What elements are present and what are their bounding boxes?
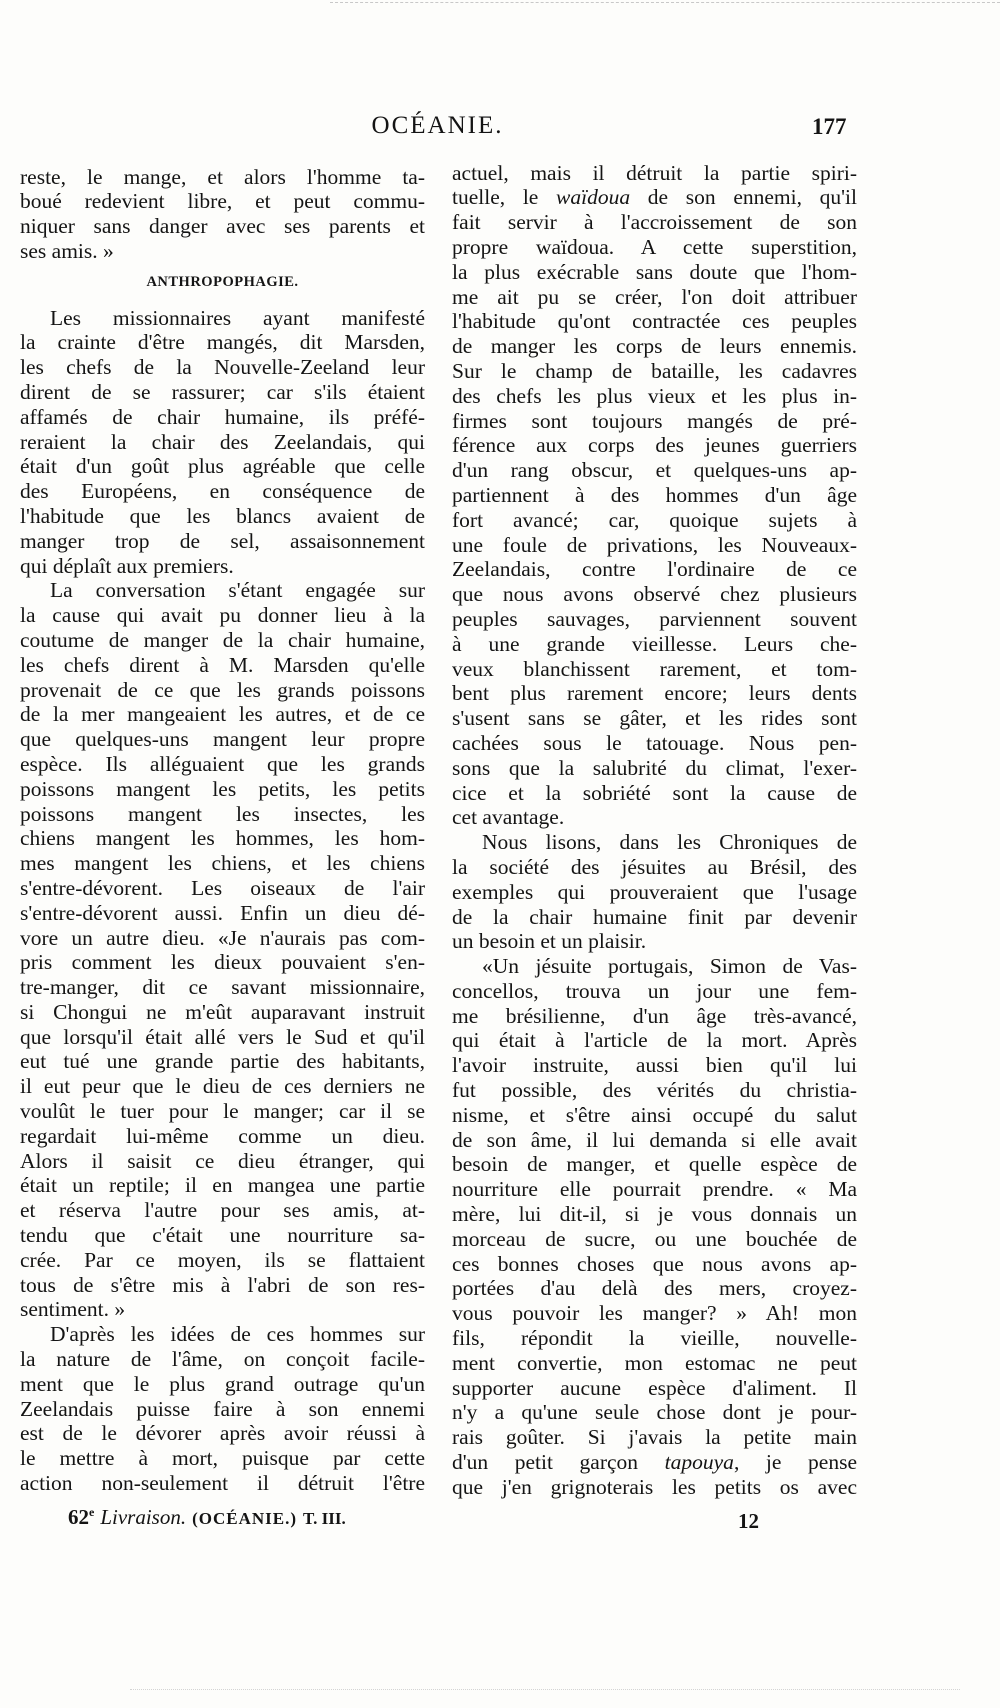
text-line: fils, répondit la vieille, nouvelle- [452,1326,857,1351]
text-line: sons que la salubrité du climat, l'exer- [452,755,857,780]
scan-edge-bottom [130,1689,960,1690]
text-line: Nous lisons, dans les Chroniques de [482,830,857,855]
text-line: l'habitude qu'ont contractée ces peuples [452,309,857,334]
text-line: coutume de manger de la chair humaine, [20,627,425,652]
text-line: cice et la sobriété sont la cause de [452,780,857,805]
text-line: et réserva l'autre pour ses amis, at- [20,1198,425,1223]
text-line: manger trop de sel, assaisonnement [20,528,425,553]
text-line: d'un rang obscur, et quelques-uns ap- [452,458,857,483]
text-line: tendu que c'était une nourriture sa- [20,1223,425,1248]
text-line: était un reptile; il en mangea une partie [20,1173,425,1198]
tome-label: T. III. [303,1509,346,1528]
text-line: cet avantage. [452,805,565,830]
text-line: sentiment. » [20,1297,126,1322]
text-line: de son âme, il lui demanda si elle avait [452,1127,857,1152]
paragraph [20,306,425,579]
text-line: mère, lui dit-il, si je vous donnais un [452,1202,857,1227]
right-column [452,161,857,1500]
paragraph [20,578,425,1322]
text-line: dirent de se rassurer; car s'ils étaient [20,379,425,404]
text-line: voulût le tuer pour le manger; car il se [20,1099,425,1124]
text-line: les chefs dirent à M. Marsden qu'elle [20,652,425,677]
text-line: peuples sauvages, parviennent souvent [452,606,857,631]
text-line: la crainte d'être mangés, dit Marsden, [20,330,425,355]
text-line: une foule de privations, les Nouveaux- [452,532,857,557]
text-line: propre waïdoua. A cette superstition, [452,234,857,259]
left-column [20,165,425,1496]
text-line: espèce. Ils alléguaient que les grands [20,751,425,776]
text-line: boué redevient libre, et peut commu- [20,189,425,214]
text-line: crée. Par ce moyen, ils se flattaient [20,1247,425,1272]
text-line: s'entre-dévorent. Les oiseaux de l'air [20,875,425,900]
text-line: tous de s'être mis à l'abri de son res- [20,1272,425,1297]
livraison-label: Livraison. [100,1505,187,1529]
text-line: tre-manger, dit ce savant missionnaire, [20,975,425,1000]
text-line [452,1450,857,1475]
text-line: les chefs de la Nouvelle-Zeeland leur [20,355,425,380]
text-line: firmes sont toujours mangés de pré- [452,408,857,433]
text-line: ces bonnes choses que nous avons ap- [452,1251,857,1276]
text-line: poissons mangent les petits, les petits [20,776,425,801]
text-line: s'usent sans se gâter, et les rides sont [452,706,857,731]
text-line: à une grande vieillesse. Leurs che- [452,631,857,656]
text-line: portées d'au delà des mers, croyez- [452,1276,857,1301]
text-line: ment convertie, mon estomac ne peut [452,1350,857,1375]
text-line: supporter aucune espèce d'aliment. Il [452,1375,857,1400]
text-line: que quelques-uns mangent leur propre [20,727,425,752]
text-line: fait servir à l'accroissement de son [452,210,857,235]
text-line: que j'en grignoterais les petits os avec [452,1474,857,1499]
page-number: 177 [812,114,847,139]
footer-signature-line [68,1505,346,1530]
text-line: est de le dévorer après avoir réussi à [20,1421,425,1446]
text-line: bent plus rarement encore; leurs dents [452,681,857,706]
text-line: nisme, et s'être ainsi occupé du salut [452,1102,857,1127]
paragraph [20,165,425,264]
text-segment: de son ennemi, qu'il [630,185,857,210]
text-line: qui était à l'article de la mort. Après [452,1028,857,1053]
text-segment: tuelle, le [452,185,557,210]
text-line: n'y a qu'une seule chose dont je pour- [452,1400,857,1425]
text-line: la société des jésuites au Brésil, des [452,854,857,879]
text-line: reste, le mange, et alors l'homme ta- [20,164,425,189]
text-line: «Un jésuite portugais, Simon de Vas- [482,954,857,979]
text-line: ment que le plus grand outrage qu'un [20,1371,425,1396]
text-line: cachées sous le tatouage. Nous pen- [452,730,857,755]
livraison-number: 62 [68,1505,89,1529]
text-line: que nous avons observé chez plusieurs [452,582,857,607]
italic-term: waïdoua [556,185,631,210]
text-line: ses amis. » [20,238,114,263]
text-line: férence aux corps des jeunes guerriers [452,433,857,458]
text-line: veux blanchissent rarement, et tom- [452,656,857,681]
text-line: que lorsqu'il était allé vers le Sud et qu'il [20,1024,425,1049]
text-line: Les missionnaires ayant manifesté [50,305,425,330]
text-line: de manger les corps de leurs ennemis. [452,334,857,359]
text-line: la cause qui avait pu donner lieu à la [20,603,425,628]
text-segment: , je pense [733,1450,857,1475]
text-line: morceau de sucre, ou une bouchée de [452,1226,857,1251]
text-line: partiennent à des hommes d'un âge [452,482,857,507]
text-line: niquer sans danger avec ses parents et [20,214,425,239]
text-line: me ait pu se créer, l'on doit attribuer [452,284,857,309]
italic-term: tapouya [664,1450,734,1475]
text-line: reraient la chair des Zeelandais, qui [20,429,425,454]
text-line: mes mangent les chiens, et les chiens [20,851,425,876]
text-line: Sur le champ de bataille, les cadavres [452,358,857,383]
livraison-number-suffix: e [89,1505,95,1519]
text-line: était d'un goût plus agréable que celle [20,454,425,479]
text-line: Alors il saisit ce dieu étranger, qui [20,1148,425,1173]
text-line: affamés de chair humaine, ils préfé- [20,404,425,429]
scan-edge-top [330,2,1000,3]
text-line: des chefs les plus vieux et les plus in- [452,383,857,408]
text-line: si Chongui ne m'eût auparavant instruit [20,999,425,1024]
text-line: fut possible, des vérités du christia- [452,1078,857,1103]
section-heading: ANTHROPOPHAGIE. [146,273,299,290]
text-line: la plus exécrable sans doute que l'hom- [452,259,857,284]
text-line: eut tué une grande partie des habitants, [20,1049,425,1074]
text-line [452,185,857,210]
text-line: le mettre à mort, puisque par cette [20,1446,425,1471]
text-line: concellos, trouva un jour une fem- [452,978,857,1003]
printer-signature-mark: 12 [738,1509,759,1533]
text-line: exemples qui prouveraient que l'usage [452,879,857,904]
text-line: rais goûter. Si j'avais la petite main [452,1425,857,1450]
paragraph [452,161,857,831]
text-line: des Européens, en conséquence de [20,479,425,504]
text-line: il eut peur que le dieu de ces derniers ne [20,1074,425,1099]
text-line: regardait lui-même comme un dieu. [20,1123,425,1148]
text-line: vore un autre dieu. «Je n'aurais pas com- [20,925,425,950]
text-line: besoin de manger, et quelle espèce de [452,1152,857,1177]
text-line: Zeelandais, contre l'ordinaire de ce [452,557,857,582]
paragraph [452,954,857,1500]
text-line: s'entre-dévorent aussi. Enfin un dieu dé- [20,900,425,925]
text-line: l'avoir instruite, aussi bien qu'il lui [452,1053,857,1078]
text-line: l'habitude que les blancs avaient de [20,503,425,528]
text-line: poissons mangent les insectes, les [20,801,425,826]
text-line: la nature de l'âme, on conçoit facile- [20,1347,425,1372]
text-line: un besoin et un plaisir. [452,929,647,954]
text-line: La conversation s'étant engagée sur [50,578,425,603]
text-line: chiens mangent les hommes, les hom- [20,826,425,851]
text-line: vous pouvoir les manger? » Ah! mon [452,1301,857,1326]
section-label: (OCÉANIE.) [192,1509,298,1528]
text-line: de la mer mangeaient les autres, et de ce [20,702,425,727]
text-line: action non-seulement il détruit l'être [20,1471,425,1496]
text-line: D'après les idées de ces hommes sur [50,1322,425,1347]
text-segment: d'un petit garçon [452,1450,665,1475]
text-line: me brésilienne, d'un âge très-avancé, [452,1003,857,1028]
text-line: provenait de ce que les grands poissons [20,677,425,702]
paragraph [452,830,857,954]
text-line: Zeelandais puisse faire à son ennemi [20,1396,425,1421]
running-title: OCÉANIE. [371,112,504,139]
text-line: actuel, mais il détruit la partie spiri- [452,160,857,185]
text-line: qui déplaît aux premiers. [20,553,234,578]
text-line: de la chair humaine finit par devenir [452,904,857,929]
text-line: pris comment les dieux pouvaient s'en- [20,950,425,975]
text-line: nourriture elle pourrait prendre. « Ma [452,1177,857,1202]
text-line: fort avancé; car, quoique sujets à [452,507,857,532]
paragraph [20,1322,425,1496]
